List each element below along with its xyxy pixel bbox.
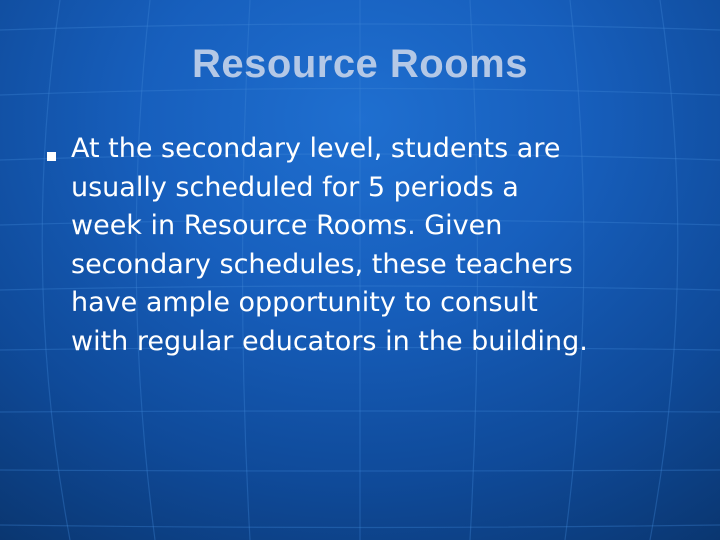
square-bullet-icon xyxy=(47,152,56,161)
slide-title: Resource Rooms xyxy=(192,42,528,86)
bullet-text: At the secondary level, students are usually scheduled for 5 periods a week in Resource Rooms. Given secondary schedules, these teachers have ample opportunity to consult with regular educators in the building. xyxy=(71,133,588,357)
